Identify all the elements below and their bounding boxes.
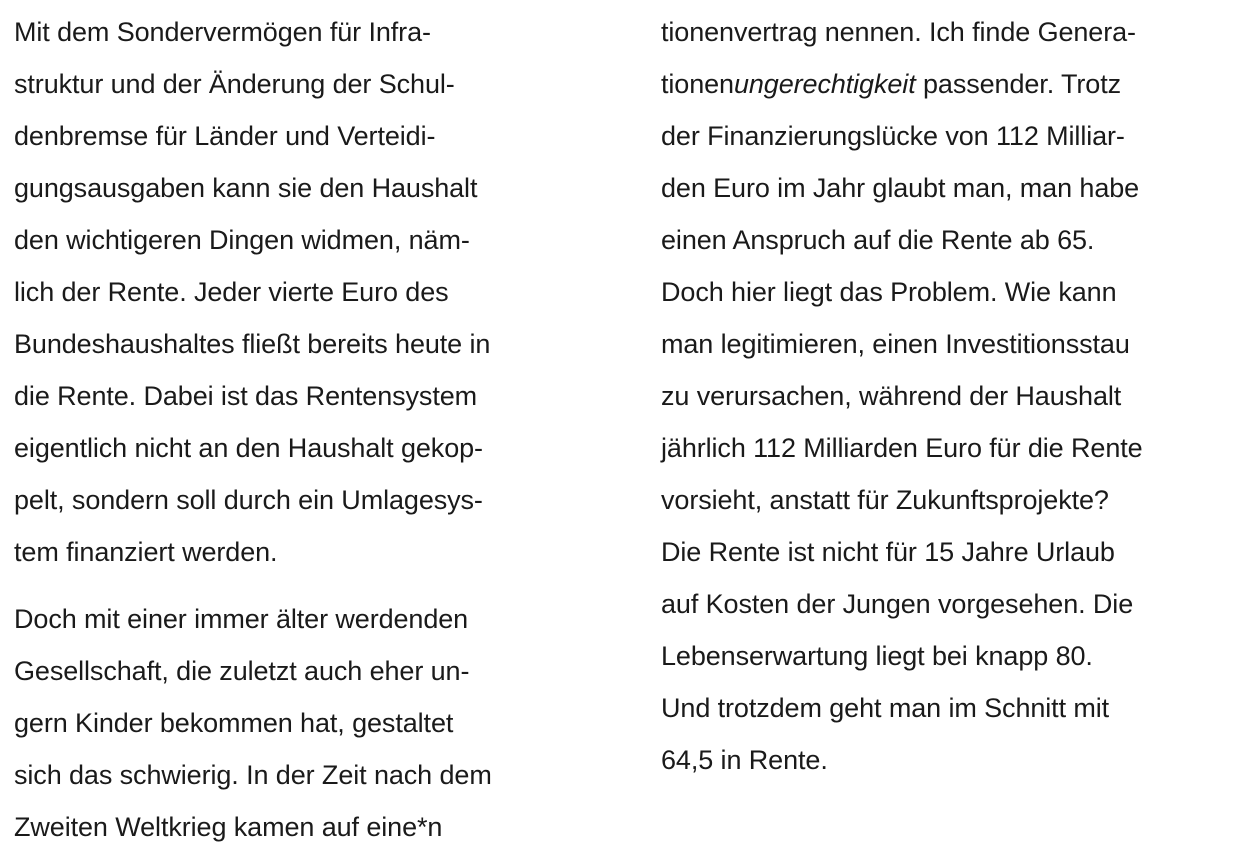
paragraph-3 — [661, 6, 1143, 786]
text-line: struktur und der Änderung der Schul- — [14, 69, 455, 99]
text-line: den Euro im Jahr glaubt man, man habe — [661, 173, 1140, 203]
text-line: denbremse für Länder und Verteidi- — [14, 121, 436, 151]
paragraph-1 — [14, 6, 492, 578]
text-line: vorsieht, anstatt für Zukunftsprojekte? — [661, 485, 1109, 515]
text-line: Lebenserwartung liegt bei knapp 80. — [661, 641, 1093, 671]
left-column — [14, 6, 492, 853]
text-line: gern Kinder bekommen hat, gestaltet — [14, 708, 454, 738]
text-line: sich das schwierig. In der Zeit nach dem — [14, 760, 492, 790]
text-fragment: tionen — [661, 69, 734, 99]
text-line: Mit dem Sondervermögen für Infra- — [14, 17, 431, 47]
emphasized-word: ungerechtigkeit — [733, 69, 916, 99]
paragraph-spacer — [14, 578, 492, 593]
text-line: Gesellschaft, die zuletzt auch eher un- — [14, 656, 470, 686]
text-line: der Finanzierungslücke von 112 Milliar- — [661, 121, 1125, 151]
text-line: lich der Rente. Jeder vierte Euro des — [14, 277, 449, 307]
text-line: tem finanziert werden. — [14, 537, 278, 567]
paragraph-2 — [14, 593, 492, 853]
text-line: tionenvertrag nennen. Ich finde Genera- — [661, 17, 1136, 47]
text-line-emphasis — [661, 58, 1143, 110]
text-fragment: passender. Trotz — [915, 69, 1122, 99]
text-line: zu verursachen, während der Haushalt — [661, 381, 1122, 411]
text-line: auf Kosten der Jungen vorgesehen. Die — [661, 589, 1134, 619]
text-line: pelt, sondern soll durch ein Umlagesys- — [14, 485, 483, 515]
text-line: einen Anspruch auf die Rente ab 65. — [661, 225, 1095, 255]
text-line: gungsausgaben kann sie den Haushalt — [14, 173, 478, 203]
text-line: eigentlich nicht an den Haushalt gekop- — [14, 433, 483, 463]
text-line: 64,5 in Rente. — [661, 745, 828, 775]
text-line: die Rente. Dabei ist das Rentensystem — [14, 381, 478, 411]
right-column — [661, 6, 1143, 786]
text-line: Zweiten Weltkrieg kamen auf eine*n — [14, 812, 443, 842]
text-line: man legitimieren, einen Investitionsstau — [661, 329, 1130, 359]
text-line: den wichtigeren Dingen widmen, näm- — [14, 225, 470, 255]
text-line: Und trotzdem geht man im Schnitt mit — [661, 693, 1110, 723]
text-line: Die Rente ist nicht für 15 Jahre Urlaub — [661, 537, 1115, 567]
text-line: jährlich 112 Milliarden Euro für die Rente — [661, 433, 1143, 463]
text-line: Bundeshaushaltes fließt bereits heute in — [14, 329, 491, 359]
text-line: Doch hier liegt das Problem. Wie kann — [661, 277, 1117, 307]
text-line: Doch mit einer immer älter werdenden — [14, 604, 469, 634]
